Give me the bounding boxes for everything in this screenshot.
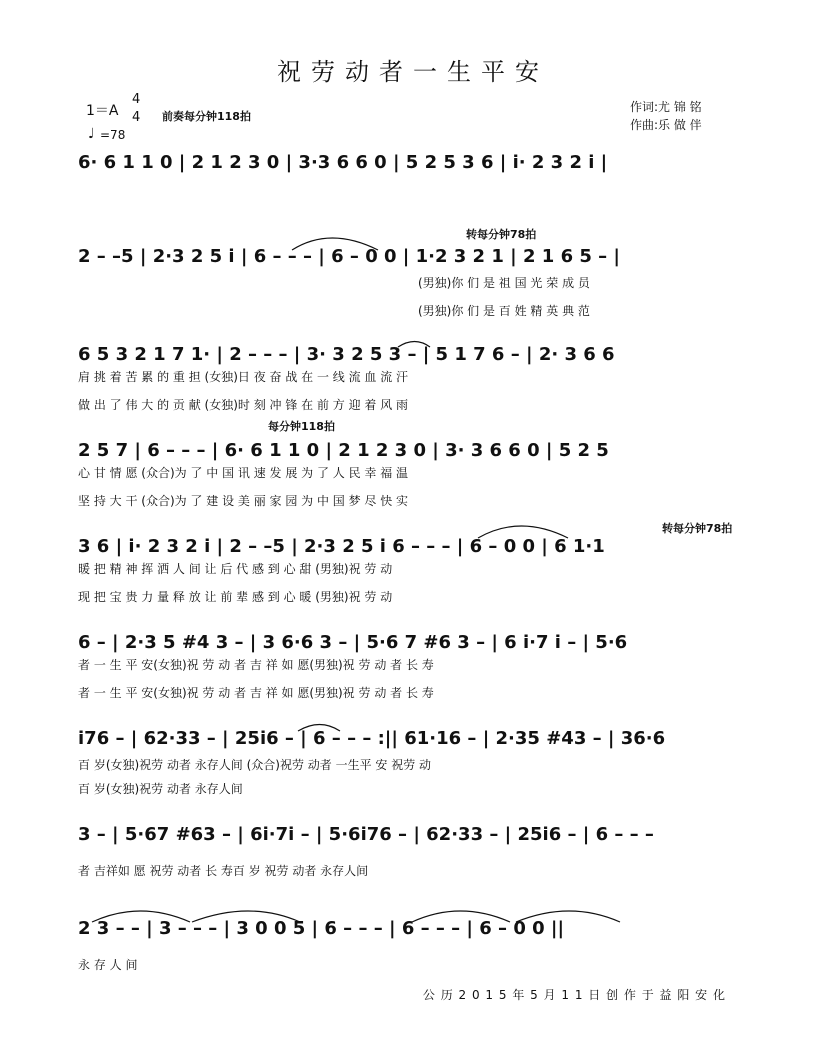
lyrics-line-4-verse-2: 坚 持 大 干 (众合)为 了 建 设 美 丽 家 园 为 中 国 梦 尽 快 实 (78, 494, 409, 508)
notes-line-1: 6· 6 1 1 0 | 2 1 2 3 0 | 3·3 6 6 0 | 5 2 5 3 6 | i· 2 3 2 i | (78, 152, 608, 173)
score-line-1 (78, 148, 728, 188)
notes-line-2: 2 – –5 | 2·3 2 5 i | 6 – – – | 6 – 0 0 | 1·2 3 2 1 | 2 1 6 5 – | (78, 246, 620, 267)
score-line-4 (78, 436, 728, 516)
score-line-2 (78, 242, 728, 322)
lyrics-line-6-verse-1: 者 一 生 平 安(女独)祝 劳 动 者 吉 祥 如 愿(男独)祝 劳 动 者 长 寿 (78, 658, 434, 672)
score-line-5 (78, 532, 728, 612)
score-line-6 (78, 628, 728, 708)
lyrics-line-3-verse-2: 做 出 了 伟 大 的 贡 献 (女独)时 刻 冲 锋 在 前 方 迎 着 风 雨 (78, 398, 409, 412)
lyrics-line-7-verse-1: 百 岁(女独)祝劳 动者 永存人间 (众合)祝劳 动者 一生平 安 祝劳 动 (78, 758, 432, 772)
notes-line-9: 2 3 – – | 3 – – – | 3 0 0 5 | 6 – – – | 6 – – – | 6 – 0 0 || (78, 918, 565, 939)
tempo-change-3: 转每分钟78拍 (662, 522, 733, 535)
notes-line-6: 6 – | 2·3 5 #4 3 – | 3 6·6 3 – | 5·6 7 #6 3 – | 6 i·7 i – | 5·6 (78, 632, 628, 653)
lyrics-line-6-verse-2: 者 一 生 平 安(女独)祝 劳 动 者 吉 祥 如 愿(男独)祝 劳 动 者 长 寿 (78, 686, 434, 700)
lyrics-line-2-verse-1: (男独)你 们 是 祖 国 光 荣 成 员 (418, 276, 590, 290)
lyrics-line-9-verse-1: 永 存 人 间 (78, 958, 138, 972)
quarter-note-icon: ♩ (88, 126, 95, 142)
notes-line-4: 2 5 7 | 6 – – – | 6· 6 1 1 0 | 2 1 2 3 0 | 3· 3 6 6 0 | 5 2 5 (78, 440, 609, 461)
notes-line-7: i76 – | 62·33 – | 25i6 – | 6 – – – :|| 61·16 – | 2·35 #43 – | 36·6 (78, 728, 666, 749)
composer-credit: 作曲:乐 做 伴 (630, 118, 702, 132)
tempo-change-1: 转每分钟78拍 (466, 228, 537, 241)
tempo-change-2: 每分钟118拍 (268, 420, 335, 433)
score-line-8 (78, 820, 728, 880)
notes-line-3: 6 5 3 2 1 7 1· | 2 – – – | 3· 3 2 5 3 – | 5 1 7 6 – | 2· 3 6 6 (78, 344, 615, 365)
lyricist-credit: 作词:尤 锦 铭 (630, 100, 702, 114)
score-line-3 (78, 340, 728, 420)
footer-note: 公 历 2 0 1 5 年 5 月 1 1 日 创 作 于 益 阳 安 化 (422, 988, 726, 1002)
song-title: 祝劳动者一生平安 (277, 58, 549, 86)
lyrics-line-3-verse-1: 肩 挑 着 苦 累 的 重 担 (女独)日 夜 奋 战 在 一 线 流 血 流 汗 (78, 370, 409, 384)
key-signature: 1＝A (86, 103, 119, 119)
notes-line-8: 3 – | 5·67 #63 – | 6i·7i – | 5·6i76 – | 62·33 – | 25i6 – | 6 – – – (78, 824, 654, 845)
time-denominator: 4 (132, 110, 141, 125)
score-line-9 (78, 914, 728, 974)
tempo-mark: =78 (100, 128, 126, 142)
lyrics-line-8-verse-1: 者 吉祥如 愿 祝劳 动者 长 寿百 岁 祝劳 动者 永存人间 (78, 864, 369, 878)
lyrics-line-4-verse-1: 心 甘 情 愿 (众合)为 了 中 国 讯 速 发 展 为 了 人 民 幸 福 温 (78, 466, 409, 480)
lyrics-line-5-verse-2: 现 把 宝 贵 力 量 释 放 让 前 辈 感 到 心 暖 (男独)祝 劳 动 (78, 590, 393, 604)
intro-tempo: 前奏每分钟118拍 (162, 110, 251, 123)
score-line-7 (78, 724, 728, 804)
notes-line-5: 3 6 | i· 2 3 2 i | 2 – –5 | 2·3 2 5 i 6 – – – | 6 – 0 0 | 6 1·1 (78, 536, 605, 557)
time-numerator: 4 (132, 92, 141, 107)
lyrics-line-7-verse-2: 百 岁(女独)祝劳 动者 永存人间 (78, 782, 243, 796)
lyrics-line-2-verse-2: (男独)你 们 是 百 姓 精 英 典 范 (418, 304, 590, 318)
lyrics-line-5-verse-1: 暖 把 精 神 挥 洒 人 间 让 后 代 感 到 心 甜 (男独)祝 劳 动 (78, 562, 393, 576)
